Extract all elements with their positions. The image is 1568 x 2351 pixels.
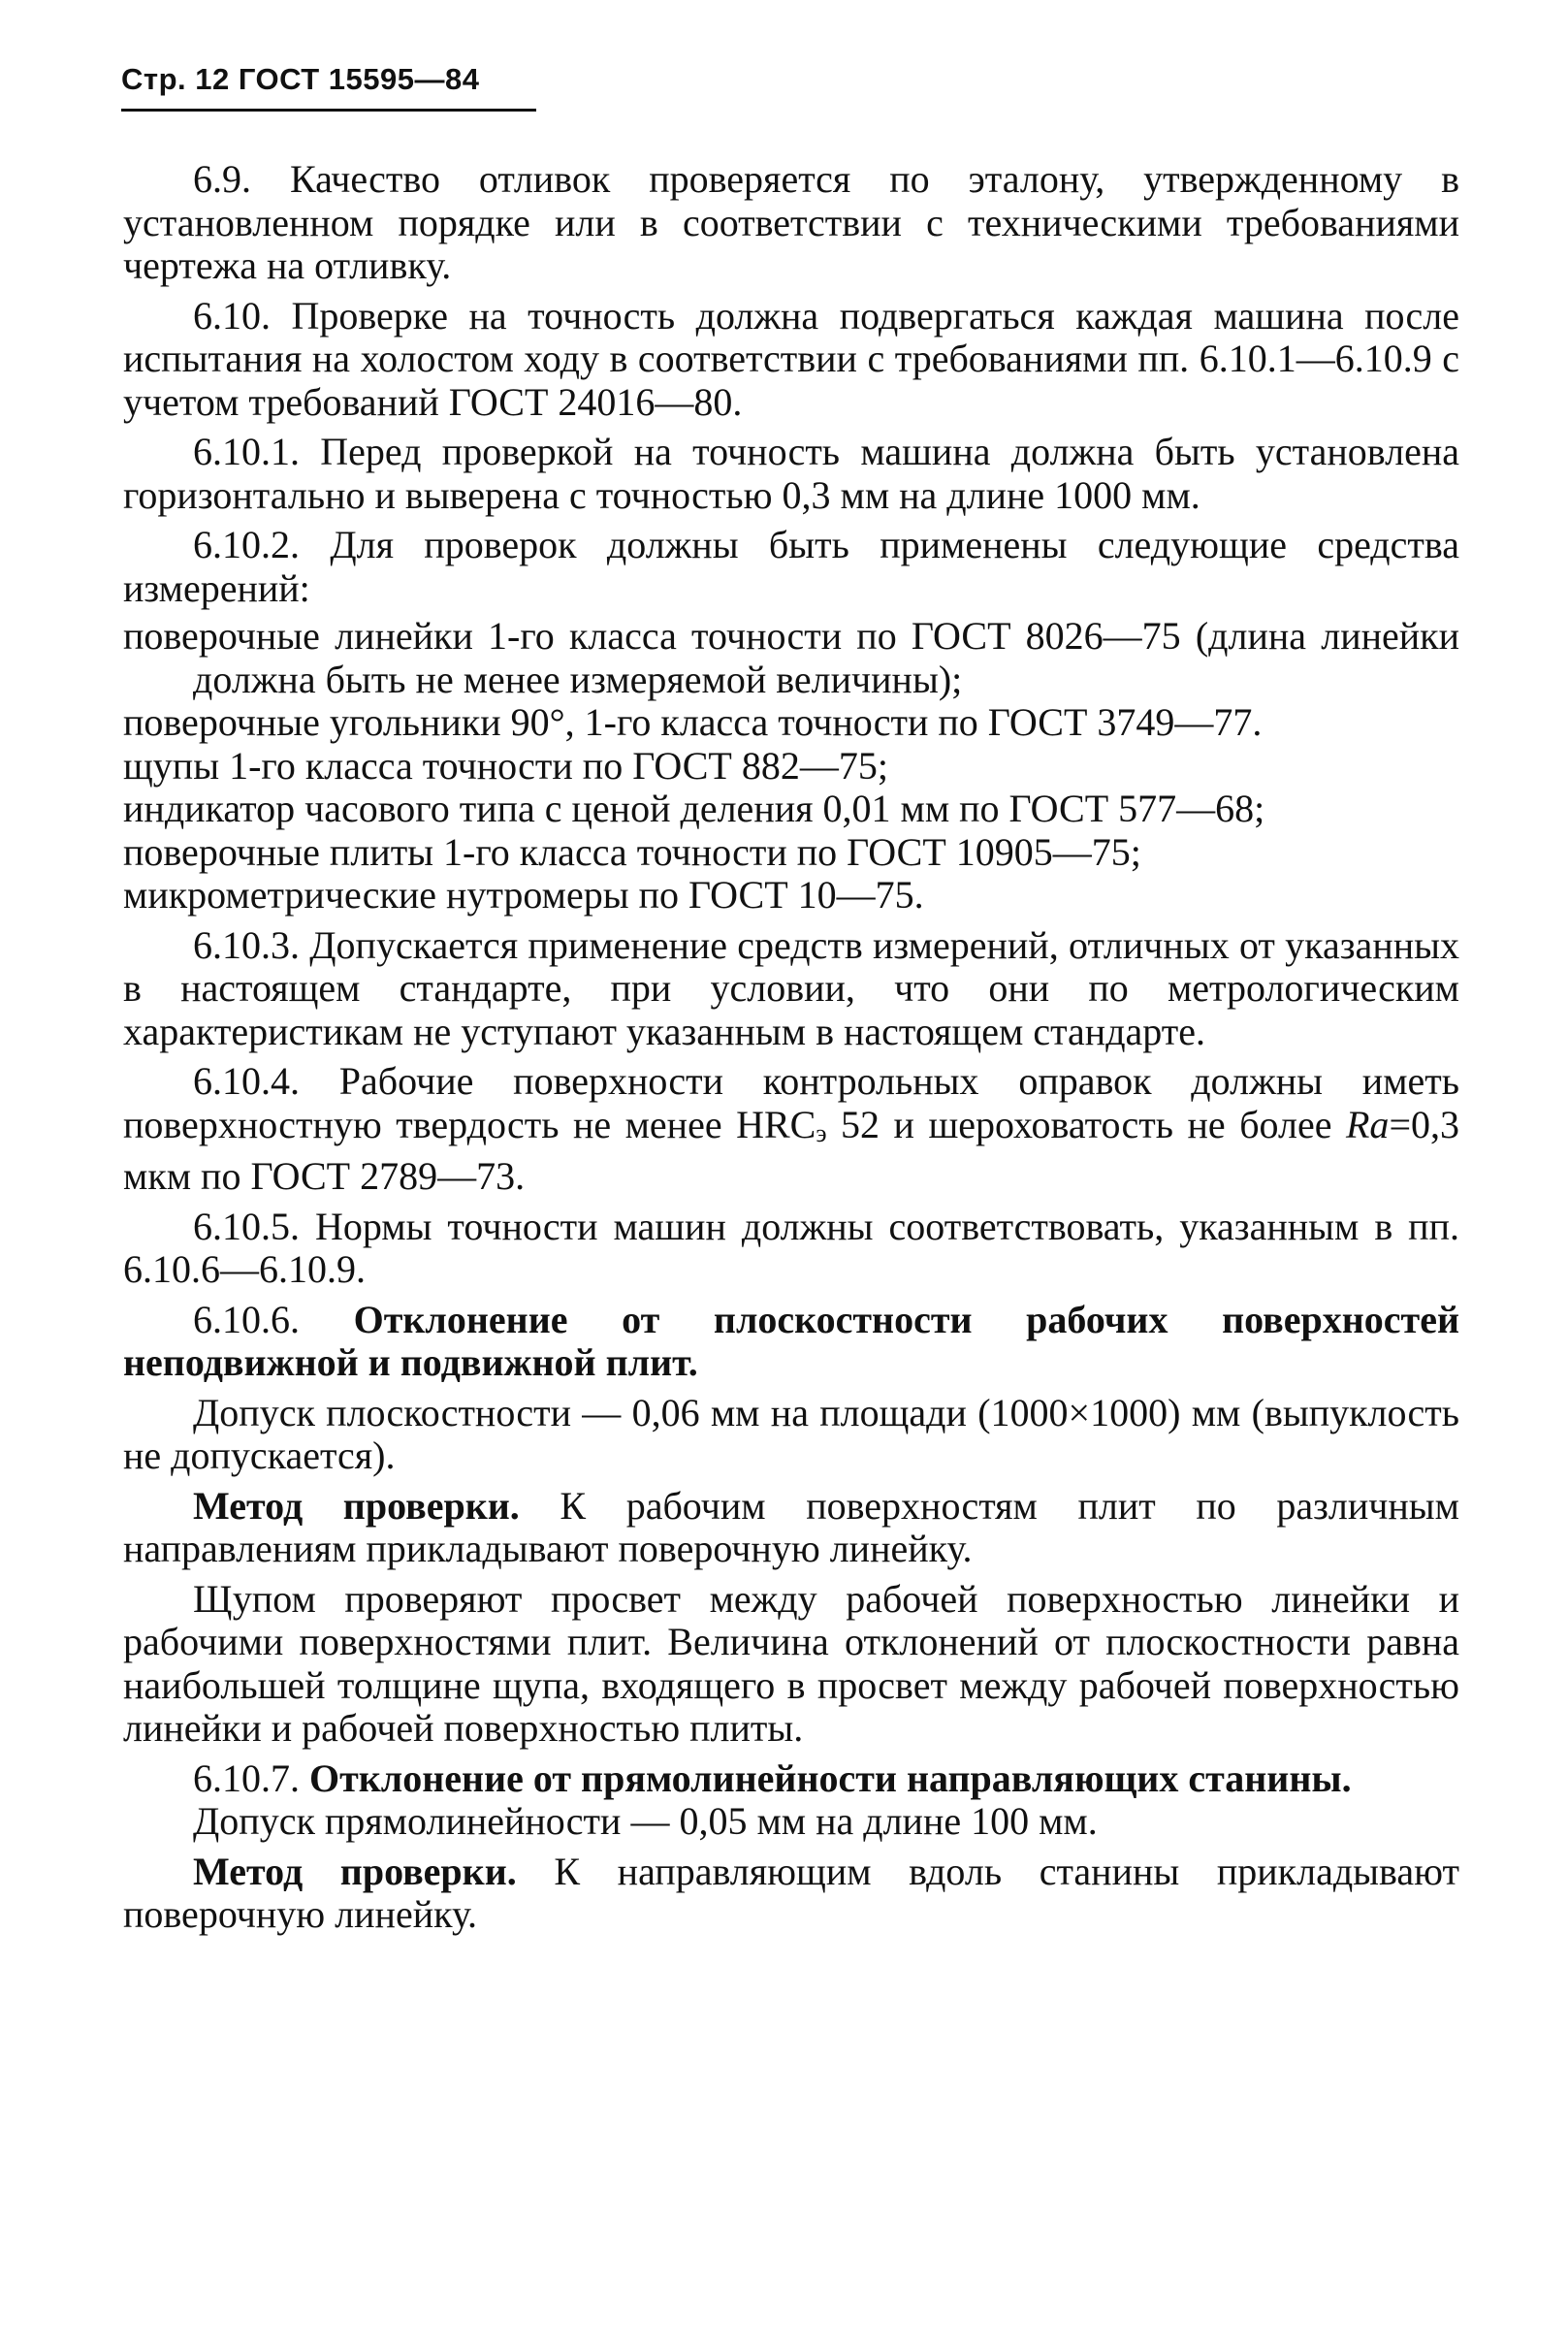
paragraph-6-10: 6.10. Проверке на точность должна подвергаться каждая машина после испытания на холостом ходу в соответствии с требованиями пп. 6.10.1—6.10.9 с учетом требований ГОСТ 24016—80. bbox=[123, 293, 1459, 424]
flatness-tolerance: Допуск плоскостности — 0,06 мм на площади (1000×1000) мм (выпуклость не допускается). bbox=[123, 1390, 1459, 1477]
paragraph-6-10-6-title: Отклонение от плоскостности рабочих поверхностей неподвижной и подвижной плит. bbox=[123, 1297, 1459, 1384]
roughness-symbol: Ra bbox=[1346, 1102, 1390, 1146]
paragraph-6-10-6-number: 6.10.6. bbox=[193, 1297, 354, 1341]
page-header: Стр. 12 ГОСТ 15595—84 bbox=[121, 62, 480, 96]
check-method-text: К рабочим поверхностям плит по различным направлениям прикладывают поверочную линейку. bbox=[123, 1483, 1459, 1570]
paragraph-6-10-4-part-c: =0,3 мкм по ГОСТ 2789—73. bbox=[123, 1102, 1459, 1198]
list-item-rulers: поверочные линейки 1-го класса точности по ГОСТ 8026—75 (длина линейки должна быть не менее измеряемой величины); bbox=[123, 614, 1459, 701]
paragraph-6-10-1: 6.10.1. Перед проверкой на точность машина должна быть установлена горизонтально и выверена с точностью 0,3 мм на длине 1000 мм. bbox=[123, 430, 1459, 517]
header-rule bbox=[121, 109, 536, 112]
paragraph-6-10-2: 6.10.2. Для проверок должны быть применены следующие средства измерений: bbox=[123, 523, 1459, 610]
hardness-subscript: э bbox=[816, 1118, 827, 1147]
straightness-tolerance: Допуск прямолинейности — 0,05 мм на длине 100 мм. bbox=[193, 1799, 1098, 1843]
check-method-plates bbox=[123, 1485, 1459, 1571]
paragraph-6-10-4-part-b: 52 и шероховатость не более bbox=[826, 1102, 1346, 1146]
paragraph-6-10-7-title: Отклонение от прямолинейности направляющих станины. bbox=[309, 1755, 1352, 1800]
list-item-plates: поверочные плиты 1-го класса точности по ГОСТ 10905—75; bbox=[123, 829, 1141, 874]
paragraph-6-10-3: 6.10.3. Допускается применение средств измерений, отличных от указанных в настоящем стандарте, при условии, что они по метрологическим характеристикам не уступают указанным в настоящем стандарте. bbox=[123, 922, 1459, 1053]
check-method-text-2: К направляющим вдоль станины прикладывают поверочную линейку. bbox=[123, 1849, 1459, 1936]
list-item-feelers: щупы 1-го класса точности по ГОСТ 882—75; bbox=[123, 743, 888, 788]
paragraph-6-9: 6.9. Качество отливок проверяется по эталону, утвержденному в установленном порядке или в соответствии с техническими требованиями чертежа на отливку. bbox=[123, 157, 1459, 287]
list-item-squares: поверочные угольники 90°, 1-го класса точности по ГОСТ 3749—77. bbox=[123, 700, 1263, 744]
check-method-guides bbox=[123, 1851, 1459, 1937]
paragraph-6-10-4 bbox=[123, 1060, 1459, 1199]
paragraph-6-10-5: 6.10.5. Нормы точности машин должны соответствовать, указанным в пп. 6.10.6—6.10.9. bbox=[123, 1204, 1459, 1291]
paragraph-6-10-4-part-a: 6.10.4. Рабочие поверхности контрольных оправок должны иметь поверхностную твердость не менее HRC bbox=[123, 1059, 1459, 1146]
feeler-check-paragraph: Щупом проверяют просвет между рабочей поверхностью линейки и рабочими поверхностями плит. Величина отклонений от плоскостности равна наибольшей толщине щупа, входящего в просвет между рабочей поверхностью линейки и рабочей поверхностью плиты. bbox=[123, 1576, 1459, 1750]
list-item-indicator: индикатор часового типа с ценой деления 0,01 мм по ГОСТ 577—68; bbox=[123, 787, 1265, 830]
paragraph-6-10-7 bbox=[123, 1757, 1459, 1801]
check-method-label: Метод проверки. bbox=[193, 1483, 520, 1528]
check-method-label-2: Метод проверки. bbox=[193, 1849, 517, 1893]
list-item-micrometers: микрометрические нутромеры по ГОСТ 10—75. bbox=[123, 873, 924, 917]
document-body bbox=[123, 158, 1459, 1937]
paragraph-6-10-7-number: 6.10.7. bbox=[193, 1755, 309, 1800]
paragraph-6-10-6 bbox=[123, 1299, 1459, 1385]
